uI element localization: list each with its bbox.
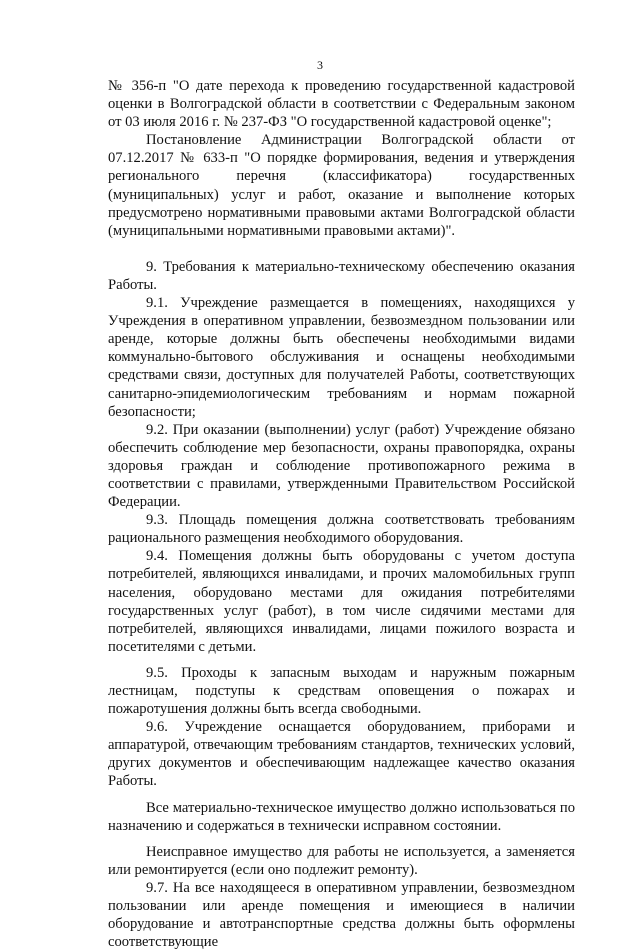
document-body	[108, 77, 575, 951]
page-number: 3	[317, 58, 323, 72]
paragraph-9-2: 9.2. При оказании (выполнении) услуг (работ) Учреждение обязано обеспечить соблюдение мер безопасности, охраны правопорядка, охраны здоровья граждан и соблюдение противопожарного режима в соответствии с правилами, утвержденными Правительством Российской Федерации.	[108, 421, 575, 511]
paragraph-9-6: 9.6. Учреждение оснащается оборудованием, приборами и аппаратурой, отвечающим требованиям стандартов, технических условий, других документов и обеспечивающим надлежащее качество оказания Работы.	[108, 719, 575, 790]
paragraph-9-5: 9.5. Проходы к запасным выходам и наружным пожарным лестницам, подступы к средствам оповещения о пожарах и пожаротушения должны быть всегда свободными.	[108, 664, 575, 718]
paragraph-faulty-property: Неисправное имущество для работы не используется, а заменяется или ремонтируется (если оно подлежит ремонту).	[108, 843, 575, 878]
paragraph-9-3: 9.3. Площадь помещения должна соответствовать требованиям рационального размещения необходимого оборудования.	[108, 512, 575, 547]
paragraph-resolution-633: Постановление Администрации Волгоградской области от 07.12.2017 № 633-п "О порядке формирования, ведения и утверждения регионального перечня (классификатора) государственных (муниципальных) услуг и работ, оказание и выполнение которых предусмотрено нормативными правовыми актами Волгоградской области (муниципальными нормативными правовыми актами)".	[108, 132, 575, 239]
paragraph-9-4: 9.4. Помещения должны быть оборудованы с учетом доступа потребителей, являющихся инвалидами, и прочих маломобильных групп населения, оборудовано местами для ожидания потребителями государственных услуг (работ), в том числе сидячими местами для потребителей, являющихся инвалидами, лицами пожилого возраста и посетителями с детьми.	[108, 548, 575, 655]
paragraph-9-1: 9.1. Учреждение размещается в помещениях, находящихся у Учреждения в оперативном управлении, безвозмездном пользовании или аренде, которые должны быть обеспечены необходимыми видами коммунально-бытового обслуживания и оснащены необходимыми средствами связи, доступных для получателей Работы, соответствующих санитарно-эпидемиологическим требованиям и нормам пожарной безопасности;	[108, 295, 575, 420]
section-heading-9: 9. Требования к материально-техническому обеспечению оказания Работы.	[108, 258, 575, 293]
paragraph-9-7: 9.7. На все находящееся в оперативном управлении, безвозмездном пользовании или аренде помещения и имеющиеся в наличии оборудование и автотранспортные средства должны быть оформлены соответствующие	[108, 879, 575, 951]
paragraph-resolution-356: № 356-п "О дате перехода к проведению государственной кадастровой оценки в Волгоградской области в соответствии с Федеральным законом от 03 июля 2016 г. № 237-ФЗ "О государственной кадастровой оценке";	[108, 78, 575, 131]
paragraph-property-usage: Все материально-техническое имущество должно использоваться по назначению и содержаться в технически исправном состоянии.	[108, 799, 575, 834]
